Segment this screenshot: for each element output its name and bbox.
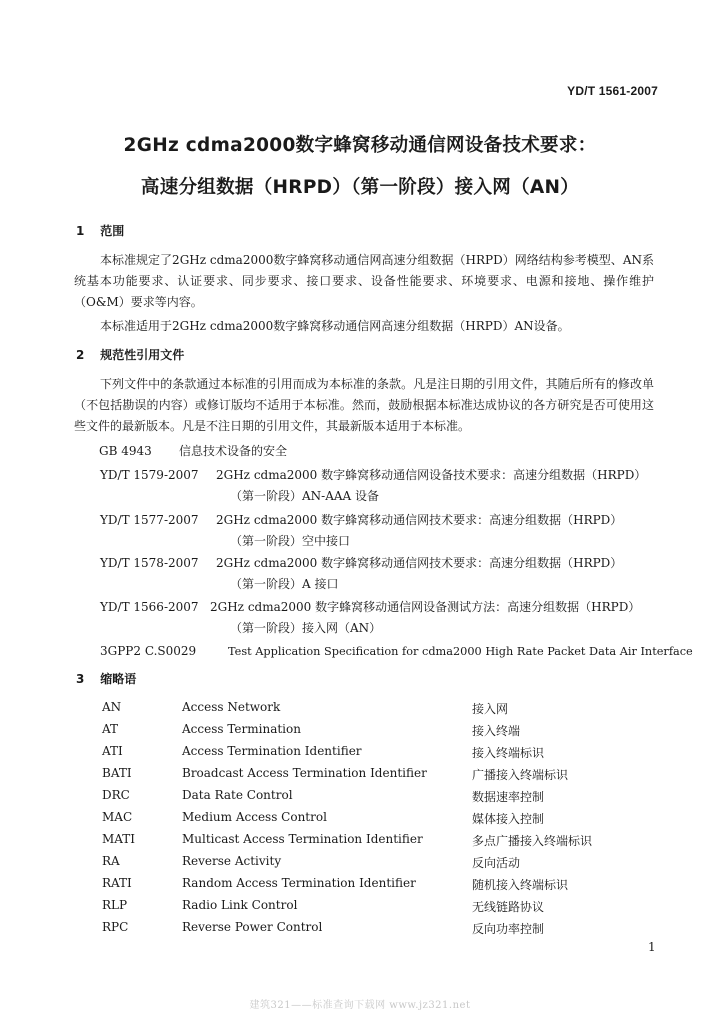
reference-code: YD/T 1577-2007 bbox=[100, 513, 199, 527]
abbreviation-row bbox=[0, 876, 720, 898]
reference-title: 2GHz cdma2000 数字蜂窝移动通信网技术要求：高速分组数据（HRPD） bbox=[216, 556, 623, 570]
abbreviation-english: Reverse Power Control bbox=[182, 920, 323, 934]
page-number: 1 bbox=[648, 940, 656, 954]
standard-number: YD/T 1561-2007 bbox=[567, 84, 658, 98]
normative-refs-paragraph: 下列文件中的条款通过本标准的引用而成为本标准的条款。凡是注日期的引用文件，其随后所有的修改单（不包括勘误的内容）或修订版均不适用于本标准。然而，鼓励根据本标准达成协议的各方研究是否可使用这些文件的最新版本。凡是不注日期的引用文件，其最新版本适用于本标准。 bbox=[74, 377, 654, 433]
abbreviation-row bbox=[0, 920, 720, 942]
reference-title: 2GHz cdma2000 数字蜂窝移动通信网技术要求：高速分组数据（HRPD） bbox=[216, 513, 623, 527]
scope-paragraph-2: 本标准适用于2GHz cdma2000数字蜂窝移动通信网高速分组数据（HRPD）AN设备。 bbox=[100, 319, 570, 333]
reference-title-continued: （第一阶段）AN-AAA 设备 bbox=[230, 489, 380, 503]
abbreviation-row bbox=[0, 810, 720, 832]
reference-title: 2GHz cdma2000 数字蜂窝移动通信网设备技术要求：高速分组数据（HRPD） bbox=[216, 468, 647, 482]
abbreviation-chinese: 媒体接入控制 bbox=[472, 812, 545, 826]
section-1-heading bbox=[76, 222, 124, 239]
abbreviation: RPC bbox=[102, 920, 129, 934]
abbreviation: BATI bbox=[102, 766, 132, 780]
abbreviation-chinese: 随机接入终端标识 bbox=[472, 878, 569, 892]
abbreviation-chinese: 多点广播接入终端标识 bbox=[472, 834, 593, 848]
abbreviation-row bbox=[0, 766, 720, 788]
reference-code: YD/T 1578-2007 bbox=[100, 556, 199, 570]
abbreviation-row bbox=[0, 700, 720, 722]
abbreviation: AT bbox=[102, 722, 119, 736]
abbreviation: RA bbox=[102, 854, 120, 868]
reference-title-continued: （第一阶段）A 接口 bbox=[230, 577, 339, 591]
document-title-line1: 2GHz cdma2000数字蜂窝移动通信网设备技术要求： bbox=[123, 135, 597, 156]
section-3-heading bbox=[76, 670, 136, 687]
abbreviation: MAC bbox=[102, 810, 133, 824]
abbreviation-chinese: 无线链路协议 bbox=[472, 900, 545, 914]
reference-title: 2GHz cdma2000 数字蜂窝移动通信网设备测试方法：高速分组数据（HRPD） bbox=[210, 600, 641, 614]
abbreviation: RATI bbox=[102, 876, 132, 890]
reference-code: YD/T 1579-2007 bbox=[100, 468, 199, 482]
abbreviation-english: Random Access Termination Identifier bbox=[182, 876, 416, 890]
section-number: 2 bbox=[76, 348, 85, 362]
abbreviation-chinese: 接入网 bbox=[472, 702, 509, 716]
reference-title-continued: （第一阶段）空中接口 bbox=[230, 534, 351, 548]
section-2-heading bbox=[76, 346, 184, 363]
abbreviation-row bbox=[0, 832, 720, 854]
scope-paragraph-1: 本标准规定了2GHz cdma2000数字蜂窝移动通信网高速分组数据（HRPD）网络结构参考模型、AN系统基本功能要求、认证要求、同步要求、接口要求、设备性能要求、环境要求、电源和接地、操作维护（O&M）要求等内容。 bbox=[74, 253, 654, 309]
abbreviation-chinese: 反向功率控制 bbox=[472, 922, 545, 936]
abbreviation-english: Broadcast Access Termination Identifier bbox=[182, 766, 427, 780]
abbreviation: DRC bbox=[102, 788, 130, 802]
reference-code: YD/T 1566-2007 bbox=[100, 600, 199, 614]
reference-title: 信息技术设备的安全 bbox=[179, 444, 288, 458]
abbreviation-row bbox=[0, 788, 720, 810]
abbreviation-english: Medium Access Control bbox=[182, 810, 327, 824]
document-title-line2: 高速分组数据（HRPD）（第一阶段）接入网（AN） bbox=[140, 177, 580, 198]
reference-code: 3GPP2 C.S0029 bbox=[100, 644, 197, 658]
section-title: 规范性引用文件 bbox=[100, 348, 185, 362]
abbreviation-row bbox=[0, 744, 720, 766]
abbreviation: MATI bbox=[102, 832, 136, 846]
section-title: 范围 bbox=[100, 224, 125, 238]
abbreviation-english: Radio Link Control bbox=[182, 898, 298, 912]
abbreviation-english: Access Termination bbox=[182, 722, 301, 736]
abbreviation-english: Access Termination Identifier bbox=[182, 744, 362, 758]
abbreviation-chinese: 接入终端标识 bbox=[472, 746, 545, 760]
section-title: 缩略语 bbox=[100, 672, 137, 686]
abbreviation-row bbox=[0, 898, 720, 920]
reference-title: Test Application Specification for cdma2000 High Rate Packet Data Air Interface bbox=[228, 645, 693, 658]
abbreviation-row bbox=[0, 854, 720, 876]
abbreviation-english: Multicast Access Termination Identifier bbox=[182, 832, 423, 846]
reference-code: GB 4943 bbox=[99, 444, 152, 458]
abbreviation-chinese: 反向活动 bbox=[472, 856, 521, 870]
abbreviation-english: Data Rate Control bbox=[182, 788, 293, 802]
abbreviation-english: Access Network bbox=[182, 700, 281, 714]
footer-watermark: 建筑321——标准查询下载网 www.jz321.net bbox=[249, 1000, 471, 1011]
abbreviation-row bbox=[0, 722, 720, 744]
abbreviation-chinese: 数据速率控制 bbox=[472, 790, 545, 804]
abbreviation: RLP bbox=[102, 898, 128, 912]
abbreviation-chinese: 接入终端 bbox=[472, 724, 521, 738]
reference-title-continued: （第一阶段）接入网（AN） bbox=[230, 621, 382, 635]
section-number: 1 bbox=[76, 224, 85, 238]
abbreviation-chinese: 广播接入终端标识 bbox=[472, 768, 569, 782]
abbreviation: ATI bbox=[102, 744, 123, 758]
abbreviation-english: Reverse Activity bbox=[182, 854, 282, 868]
section-number: 3 bbox=[76, 672, 85, 686]
abbreviation: AN bbox=[102, 700, 122, 714]
